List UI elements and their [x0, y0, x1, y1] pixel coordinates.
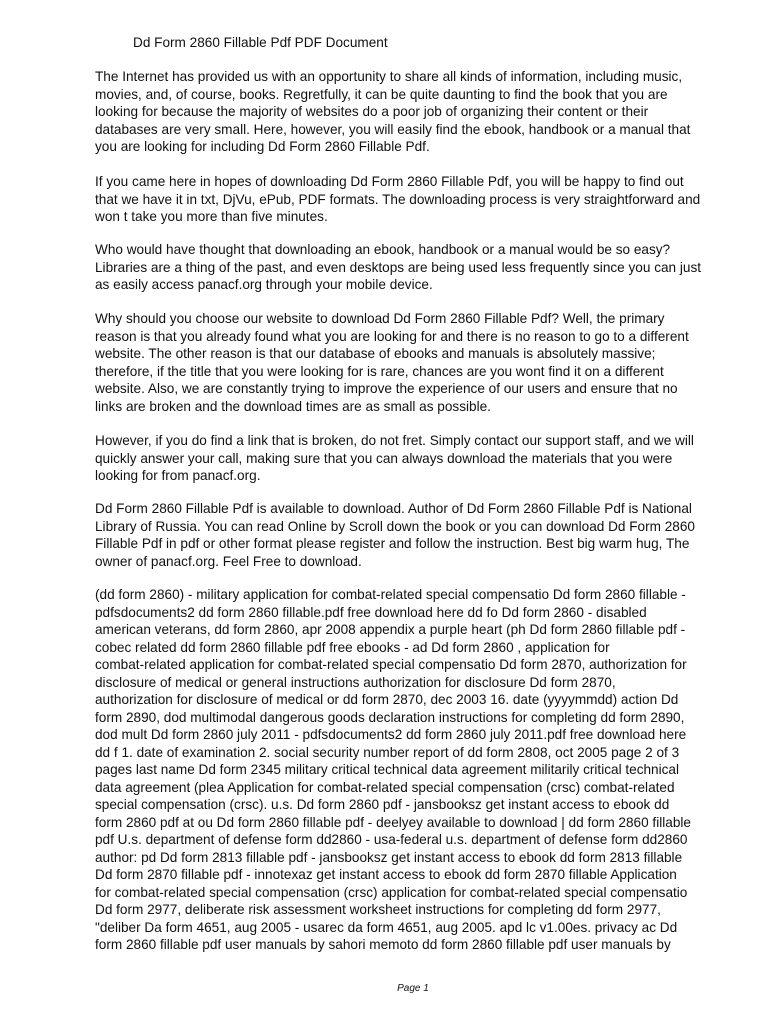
availability-paragraph: Dd Form 2860 Fillable Pdf is available to download. Author of Dd Form 2860 Fillable Pdf is National Library of Russia. You can read Online by Scroll down the book or you can download Dd Form 2860 Fillable Pdf in pdf or other format please register and follow the instruction. Best big warm hug, The owner of panacf.org. Feel Free to download. [95, 501, 695, 569]
document-title: Dd Form 2860 Fillable Pdf PDF Document [133, 35, 388, 50]
intro-paragraph: The Internet has provided us with an opportunity to share all kinds of information, including music, movies, and, of course, books. Regretfully, it can be quite daunting to find the book that you are looking for because the majority of websites do a poor job of organizing their content or their databases are very small. Here, however, you will easily find the ebook, handbook or a manual that you are looking for including Dd Form 2860 Fillable Pdf. [95, 69, 691, 154]
download-formats-paragraph: If you came here in hopes of downloading Dd Form 2860 Fillable Pdf, you will be happy to find out that we have it in txt, DjVu, ePub, PDF formats. The downloading process is very straightforward and won t take you more than five minutes. [95, 174, 701, 224]
related-documents-paragraph: (dd form 2860) - military application for combat-related special compensatio Dd form 2860 fillable - pdfsdocuments2 dd form 2860 fillable.pdf free download here dd fo Dd form 2860 - disabled american veterans, dd form 2860, apr 2008 appendix a purple heart (ph Dd form 2860 fillable pdf - cobec related dd form 2860 fillable pdf free ebooks - ad Dd form 2860 , application for combat-related application for combat-related special compensatio Dd form 2870, authorization for disclosure of medical or general instructions authorization for disclosure Dd form 2870, authorization for disclosure of medical or dd form 2870, dec 2003 16. date (yyyymmdd) action Dd form 2890, dod multimodal dangerous goods declaration instructions for completing dd form 2890, dod mult Dd form 2860 july 2011 - pdfsdocuments2 dd form 2860 july 2011.pdf free download here dd f 1. date of examination 2. social security number report of dd form 2808, oct 2005 page 2 of 3 pages last name Dd form 2345 military critical technical data agreement militarily critical technical data agreement (plea Application for combat-related special compensation (crsc) combat-related special compensation (crsc). u.s. Dd form 2860 pdf - jansbooksz get instant access to ebook dd form 2860 pdf at ou Dd form 2860 fillable pdf - deelyey available to download | dd form 2860 fillable pdf U.s. department of defense form dd2860 - usa-federal u.s. department of defense form dd2860 author: pd Dd form 2813 fillable pdf - jansbooksz get instant access to ebook dd form 2813 fillable Dd form 2870 fillable pdf - innotexaz get instant access to ebook dd form 2870 fillable Application for combat-related special compensation (crsc) application for combat-related special compensatio Dd form 2977, deliberate risk assessment worksheet instructions for completing dd form 2977, "deliber Da form 4651, aug 2005 - usarec da form 4651, aug 2005. apd lc v1.00es. privacy ac Dd form 2860 fillable pdf user manuals by sahori memoto dd form 2860 fillable pdf user manuals by [95, 587, 691, 952]
broken-link-paragraph: However, if you do find a link that is broken, do not fret. Simply contact our support staff, and we will quickly answer your call, making sure that you can always download the materials that you were looking for from panacf.org. [95, 433, 694, 483]
why-choose-paragraph: Why should you choose our website to download Dd Form 2860 Fillable Pdf? Well, the primary reason is that you already found what you are looking for and there is no reason to go to a different website. The other reason is that our database of ebooks and manuals is absolutely massive; therefore, if the title that you were looking for is rare, chances are you wont find it on a different website. Also, we are constantly trying to improve the experience of our users and ensure that no links are broken and the download times are as small as possible. [95, 311, 689, 414]
mobile-access-paragraph: Who would have thought that downloading an ebook, handbook or a manual would be so easy? Libraries are a thing of the past, and even desktops are being used less frequently since you can just as easily access panacf.org through your mobile device. [95, 242, 702, 292]
page-number-footer: Page 1 [397, 983, 429, 994]
